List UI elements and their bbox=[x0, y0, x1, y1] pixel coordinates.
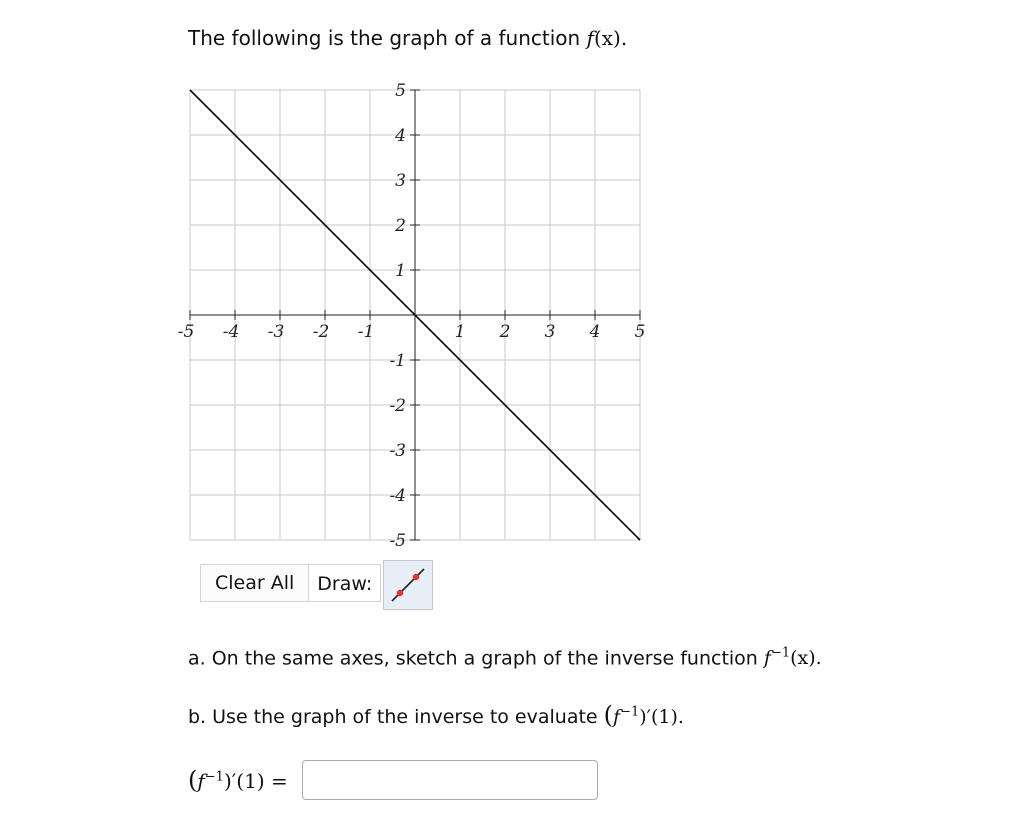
derivative-notation bbox=[603, 701, 684, 729]
question-b bbox=[188, 701, 684, 729]
y-tick-label: -5 bbox=[389, 531, 406, 551]
derivative-close: )′(1). bbox=[639, 706, 684, 728]
clear-all-button[interactable]: Clear All bbox=[200, 564, 309, 602]
question-a bbox=[188, 646, 822, 669]
inverse-f: f bbox=[763, 647, 771, 670]
x-tick-label: -2 bbox=[312, 322, 330, 342]
question-b-text: b. Use the graph of the inverse to evaluate bbox=[188, 706, 604, 728]
answer-input[interactable] bbox=[302, 760, 598, 800]
inverse-notation bbox=[764, 647, 822, 669]
x-tick-label: 4 bbox=[589, 322, 601, 342]
x-tick-label: -4 bbox=[222, 322, 240, 342]
inverse-arg: (x). bbox=[790, 647, 822, 670]
function-notation bbox=[587, 26, 628, 50]
tool-point-b bbox=[413, 574, 419, 580]
answer-label bbox=[188, 766, 288, 794]
x-tick-label: 5 bbox=[634, 322, 646, 342]
y-tick-label: 5 bbox=[395, 81, 406, 101]
paren-open: ( bbox=[603, 701, 614, 729]
y-tick-label: -1 bbox=[389, 351, 406, 371]
intro-text bbox=[188, 26, 627, 50]
question-a-text: a. On the same axes, sketch a graph of the inverse function bbox=[188, 647, 764, 670]
tool-point-a bbox=[397, 590, 403, 596]
function-arg: (x). bbox=[593, 26, 628, 50]
answer-f: f bbox=[197, 769, 205, 793]
y-tick-label: -4 bbox=[389, 486, 406, 506]
x-tick-label: 2 bbox=[499, 322, 511, 342]
y-tick-label: 3 bbox=[395, 171, 406, 191]
intro-label: The following is the graph of a function bbox=[188, 26, 587, 50]
x-tick-label: -3 bbox=[267, 322, 285, 342]
draw-label: Draw: bbox=[309, 564, 381, 602]
y-tick-label: 4 bbox=[395, 126, 406, 146]
function-f: f bbox=[586, 26, 594, 50]
inverse-exponent: −1 bbox=[770, 646, 791, 661]
x-tick-label: 1 bbox=[454, 322, 466, 342]
answer-paren-open: ( bbox=[188, 766, 198, 794]
line-tool-button[interactable] bbox=[383, 560, 433, 610]
y-tick-label: 2 bbox=[395, 216, 406, 236]
y-tick-label: 1 bbox=[395, 261, 406, 281]
answer-exponent: −1 bbox=[204, 769, 224, 785]
answer-close: )′(1) = bbox=[223, 769, 288, 793]
function-graph[interactable] bbox=[177, 80, 650, 551]
y-tick-label: -3 bbox=[389, 441, 406, 461]
derivative-exponent: −1 bbox=[620, 704, 640, 720]
answer-row bbox=[188, 760, 598, 800]
x-tick-label: 3 bbox=[544, 322, 556, 342]
x-tick-label: -5 bbox=[177, 322, 195, 342]
y-tick-label: -2 bbox=[389, 396, 406, 416]
graph-toolbar bbox=[200, 560, 433, 610]
x-tick-label: -1 bbox=[357, 322, 375, 342]
derivative-f: f bbox=[613, 706, 621, 728]
line-tool-icon bbox=[384, 561, 432, 609]
